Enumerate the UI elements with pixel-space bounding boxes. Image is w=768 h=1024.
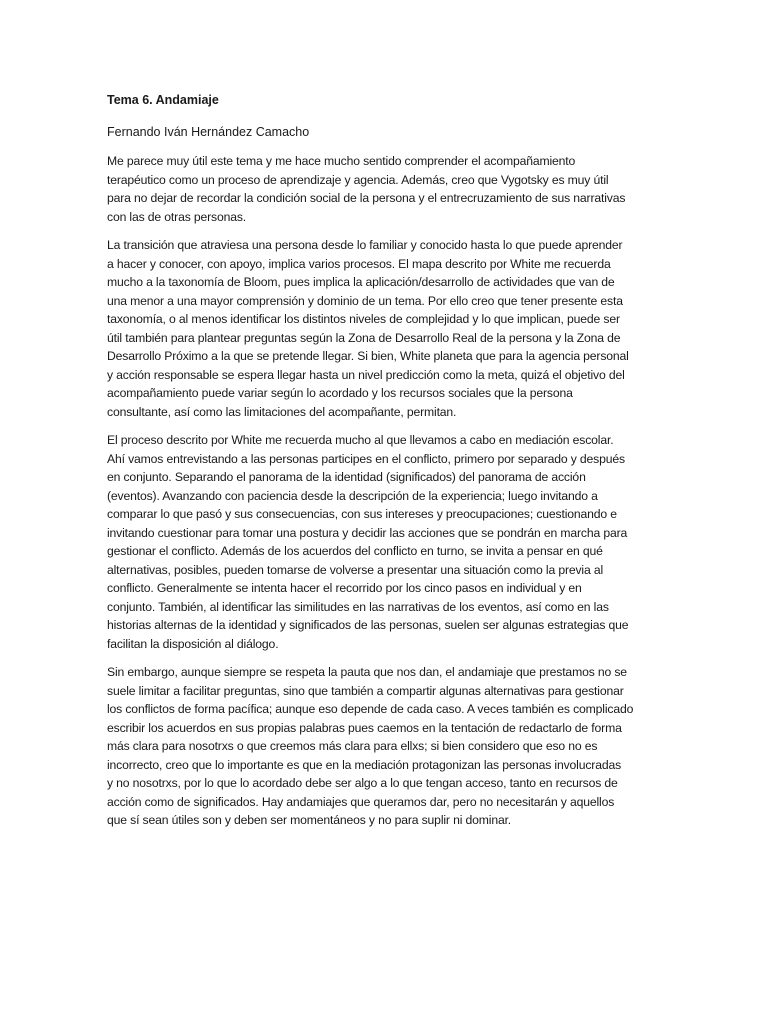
paragraph-line: acción como de significados. Hay andamiajes que queramos dar, pero no necesitarán y aquellos: [107, 794, 615, 809]
paragraph-line: en conjunto. Separando el panorama de la identidad (significados) del panorama de acción: [107, 470, 586, 484]
paragraph-line: El proceso descrito por White me recuerda mucho al que llevamos a cabo en mediación escolar.: [107, 433, 614, 447]
paragraph-line: Desarrollo Próximo a la que se pretende llegar. Si bien, White planeta que para la agencia personal: [107, 349, 629, 363]
paragraph-line: Me parece muy útil este tema y me hace mucho sentido comprender el acompañamiento: [107, 154, 576, 168]
paragraph-line: a hacer y conocer, con apoyo, implica varios procesos. El mapa descrito por White me recuerda: [107, 256, 611, 271]
document-author: Fernando Iván Hernández Camacho: [107, 124, 310, 139]
document-title: Tema 6. Andamiaje: [107, 93, 219, 107]
paragraph-line: Sin embargo, aunque siempre se respeta la pauta que nos dan, el andamiaje que prestamos no se: [107, 665, 627, 679]
paragraph-line: taxonomía, o al menos identificar los distintos niveles de complejidad y lo que implican, puede ser: [107, 312, 620, 326]
paragraph-line: La transición que atraviesa una persona desde lo familiar y conocido hasta lo que puede aprender: [107, 238, 623, 252]
paragraph-line: que sí sean útiles son y deben ser momentáneos y no para suplir ni dominar.: [107, 813, 512, 827]
paragraph-3: [107, 431, 659, 653]
paragraph-line: útil también para plantear preguntas según la Zona de Desarrollo Real de la persona y la Zona de: [107, 330, 621, 345]
paragraph-line: Ahí vamos entrevistando a las personas participes en el conflicto, primero por separado y después: [107, 451, 625, 466]
paragraph-line: facilitan la disposición al diálogo.: [107, 636, 279, 651]
paragraph-4: [107, 663, 659, 830]
paragraph-line: alternativas, posibles, pueden tomarse de volverse a presentar una situación como la previa al: [107, 562, 604, 577]
paragraph-line: invitando cuestionar para tomar una postura y decidir las acciones que se pondrán en marcha para: [107, 525, 628, 540]
paragraph-line: terapéutico como un proceso de aprendizaje y agencia. Además, creo que Vygotsky es muy útil: [107, 172, 609, 187]
paragraph-line: para no dejar de recordar la condición social de la persona y el entrecruzamiento de sus narrativas: [107, 191, 626, 205]
paragraph-line: consultante, así como las limitaciones del acompañante, permitan.: [107, 404, 457, 419]
paragraph-line: acompañamiento puede variar según lo acordado y los recursos sociales que la persona: [107, 386, 573, 400]
document-page: [107, 91, 659, 840]
paragraph-line: suele limitar a facilitar preguntas, sino que también a compartir algunas alternativas para gestionar: [107, 683, 624, 698]
paragraph-line: gestionar el conflicto. Además de los acuerdos del conflicto en turno, se invita a pensar en qué: [107, 544, 603, 558]
paragraph-line: historias alternas de la identidad y significados de las personas, suelen ser algunas estrategias que: [107, 618, 629, 632]
paragraph-line: una menor a una mayor comprensión y dominio de un tema. Por ello creo que tener presente esta: [107, 293, 623, 308]
paragraph-line: y acción responsable se espera llegar hasta un nivel predicción como la meta, quizá el objetivo del: [107, 367, 625, 382]
paragraph-line: y no nosotrxs, por lo que lo acordado debe ser algo a lo que tengan acceso, tanto en recursos de: [107, 776, 618, 790]
paragraph-1: [107, 152, 659, 226]
paragraph-line: (eventos). Avanzando con paciencia desde la descripción de la experiencia; luego invitando a: [107, 488, 598, 503]
paragraph-line: conjunto. También, al identificar las similitudes en las narrativas de los eventos, así como en las: [107, 599, 609, 614]
paragraph-2: [107, 236, 659, 421]
paragraph-line: conflicto. Generalmente se intenta hacer el recorrido por los cinco pasos en individual y en: [107, 581, 582, 595]
paragraph-line: los conflictos de forma pacífica; aunque eso depende de cada caso. A veces también es complicado: [107, 702, 634, 716]
paragraph-line: más clara para nosotrxs o que creemos más clara para ellxs; si bien considero que eso no es: [107, 739, 598, 753]
paragraph-line: escribir los acuerdos en sus propias palabras pues caemos en la tentación de redactarlo de forma: [107, 720, 622, 735]
paragraph-line: incorrecto, creo que lo importante es que en la mediación protagonizan las personas involucradas: [107, 757, 622, 772]
paragraph-line: comparar lo que pasó y sus consecuencias, con sus intereses y preocupaciones; cuestionando e: [107, 507, 617, 521]
paragraph-line: con las de otras personas.: [107, 209, 247, 224]
paragraph-line: mucho a la taxonomía de Bloom, pues implica la aplicación/desarrollo de actividades que van de: [107, 275, 615, 289]
